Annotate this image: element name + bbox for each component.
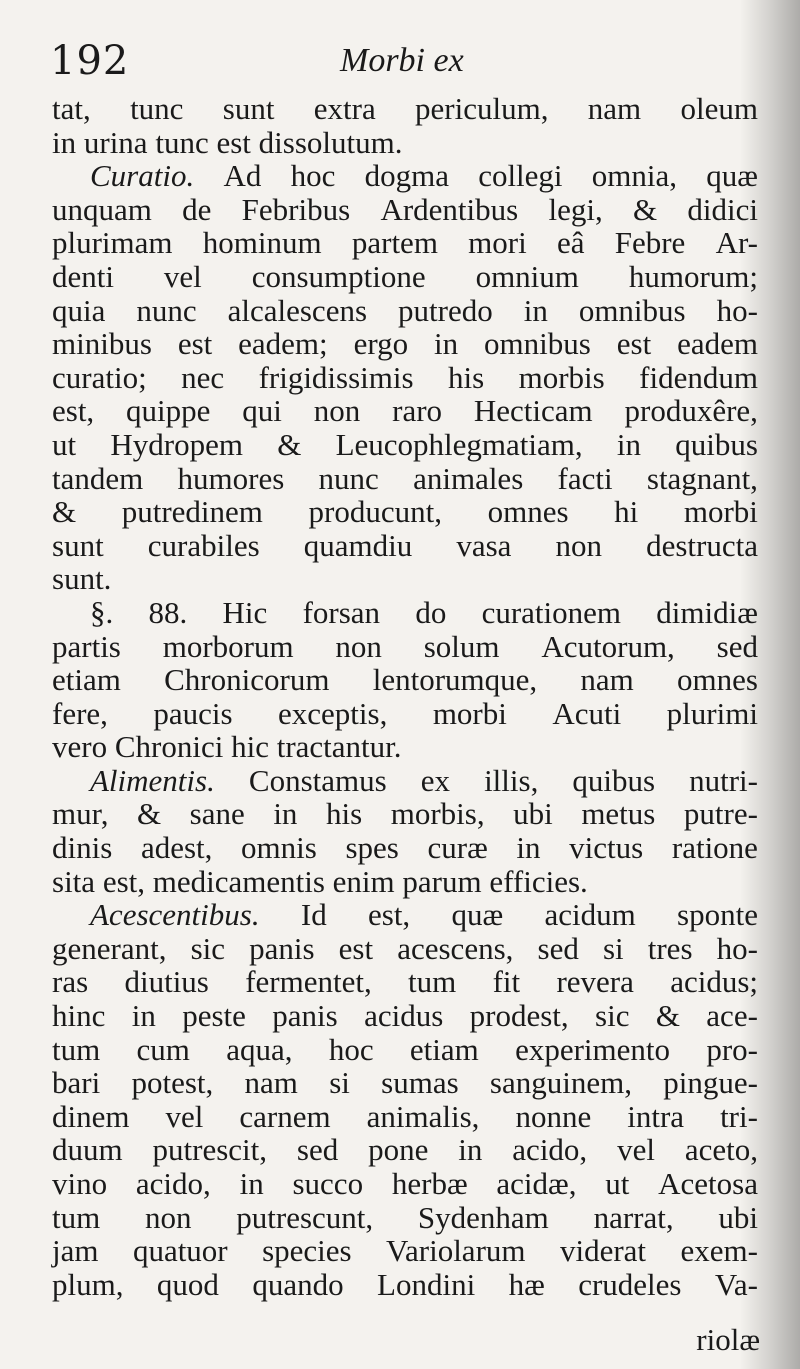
text-line: & putredinem producunt, omnes hi morbi bbox=[52, 494, 758, 530]
text-line: in urina tunc est dissolutum. bbox=[52, 124, 403, 160]
text-line: ras diutius fermentet, tum fit revera acidus; bbox=[52, 964, 758, 1000]
text-line: dinem vel carnem animalis, nonne intra tri- bbox=[52, 1098, 758, 1134]
running-head bbox=[50, 38, 750, 88]
text-line: Curatio. Ad hoc dogma collegi omnia, quæ bbox=[90, 158, 758, 194]
text-line: curatio; nec frigidissimis his morbis fidendum bbox=[52, 359, 758, 395]
text-line: unquam de Febribus Ardentibus legi, & didici bbox=[52, 191, 758, 227]
text-line: generant, sic panis est acescens, sed si tres ho- bbox=[52, 930, 758, 966]
text-line: vero Chronici hic tractantur. bbox=[52, 729, 402, 765]
text-line: Acescentibus. Id est, quæ acidum sponte bbox=[90, 897, 758, 933]
text-line: bari potest, nam si sumas sanguinem, pingue- bbox=[52, 1065, 758, 1101]
page-number: 192 bbox=[50, 38, 130, 84]
text-line: sita est, medicamentis enim parum efficies. bbox=[52, 863, 588, 899]
text-line: §. 88. Hic forsan do curationem dimidiæ bbox=[90, 594, 758, 630]
text-line: minibus est eadem; ergo in omnibus est eadem bbox=[52, 326, 758, 362]
text-line: plum, quod quando Londini hæ crudeles Va- bbox=[52, 1266, 758, 1302]
text-line: tat, tunc sunt extra periculum, nam oleum bbox=[52, 91, 758, 126]
text-line: quia nunc alcalescens putredo in omnibus ho- bbox=[52, 292, 758, 328]
text-line: plurimam hominum partem mori eâ Febre Ar- bbox=[52, 225, 758, 261]
text-line: hinc in peste panis acidus prodest, sic & ace- bbox=[52, 998, 758, 1034]
running-title: Morbi ex bbox=[340, 42, 464, 79]
text-line: sunt. bbox=[52, 561, 112, 597]
text-line: jam quatuor species Variolarum viderat exem- bbox=[52, 1233, 758, 1269]
text-line: sunt curabiles quamdiu vasa non destructa bbox=[52, 527, 758, 563]
text-line: etiam Chronicorum lentorumque, nam omnes bbox=[52, 662, 758, 698]
body-text bbox=[52, 92, 758, 1301]
text-line: mur, & sane in his morbis, ubi metus putre- bbox=[52, 796, 758, 832]
text-line: partis morborum non solum Acutorum, sed bbox=[52, 628, 758, 664]
text-line: tandem humores nunc animales facti stagnant, bbox=[52, 460, 758, 496]
text-line: tum non putrescunt, Sydenham narrat, ubi bbox=[52, 1199, 758, 1235]
text-line: fere, paucis exceptis, morbi Acuti plurimi bbox=[52, 695, 758, 731]
catchword: riolæ bbox=[696, 1322, 760, 1357]
text-line: ut Hydropem & Leucophlegmatiam, in quibus bbox=[52, 426, 758, 462]
text-line: dinis adest, omnis spes curæ in victus ratione bbox=[52, 830, 758, 866]
text-line: Alimentis. Constamus ex illis, quibus nutri- bbox=[90, 762, 758, 798]
text-line: est, quippe qui non raro Hecticam produxêre, bbox=[52, 393, 758, 429]
text-line: tum cum aqua, hoc etiam experimento pro- bbox=[52, 1031, 758, 1067]
text-line: denti vel consumptione omnium humorum; bbox=[52, 258, 758, 294]
text-line: vino acido, in succo herbæ acidæ, ut Acetosa bbox=[52, 1166, 758, 1201]
text-line: duum putrescit, sed pone in acido, vel aceto, bbox=[52, 1132, 758, 1168]
